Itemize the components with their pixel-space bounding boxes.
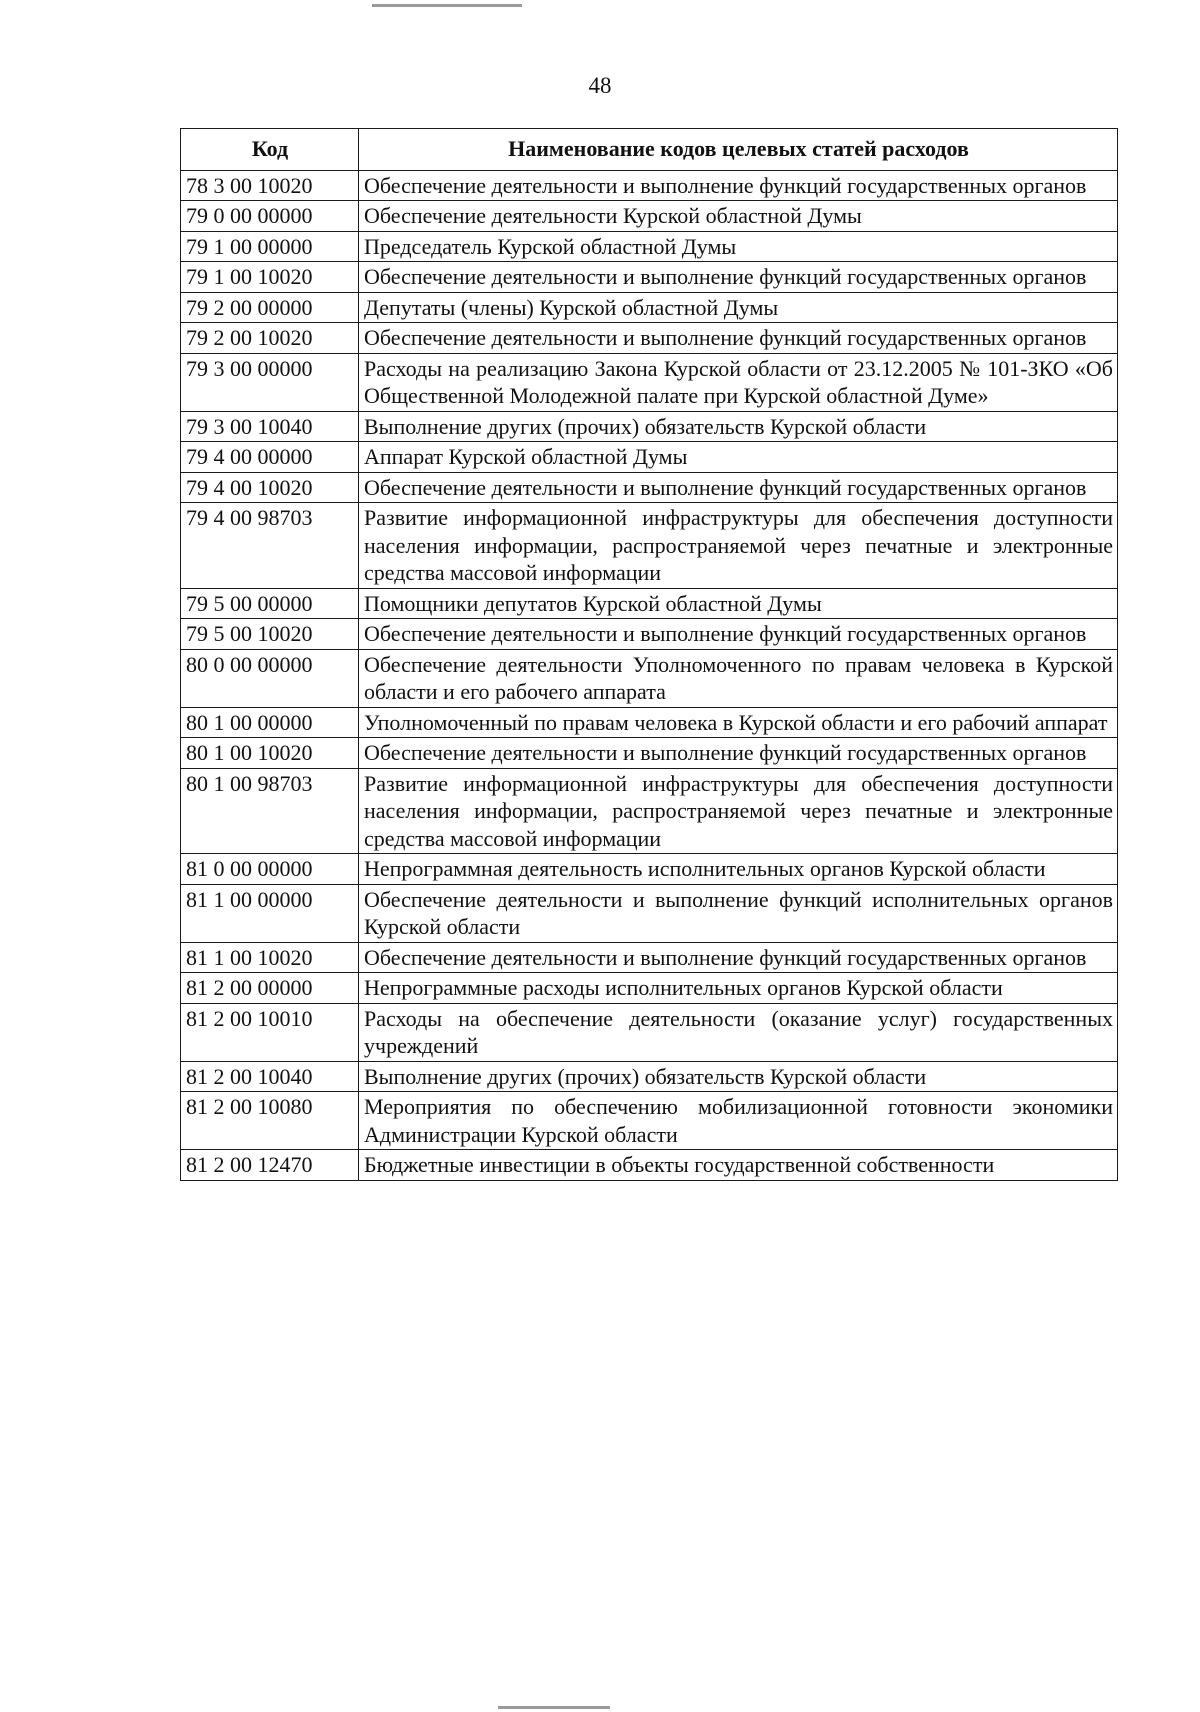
- expense-code-name: Развитие информационной инфраструктуры для обеспечения доступности населения информации, распространяемой через печатные и электронные средства массовой информации: [359, 768, 1118, 854]
- expense-code: 81 2 00 00000: [181, 973, 359, 1004]
- expense-code: 80 1 00 98703: [181, 768, 359, 854]
- expense-code: 79 1 00 10020: [181, 262, 359, 293]
- expense-code-name: Обеспечение деятельности и выполнение функций государственных органов: [359, 170, 1118, 201]
- expense-code: 79 2 00 10020: [181, 323, 359, 354]
- header-name: Наименование кодов целевых статей расходов: [359, 129, 1118, 171]
- expense-code: 79 3 00 10040: [181, 411, 359, 442]
- table-row: [181, 738, 1118, 769]
- table-row: [181, 942, 1118, 973]
- table-row: [181, 854, 1118, 885]
- expense-code-name: Обеспечение деятельности Курской областной Думы: [359, 201, 1118, 232]
- table-row: [181, 411, 1118, 442]
- page-number: 48: [588, 73, 612, 98]
- table-row: [181, 649, 1118, 707]
- table-row: [181, 1092, 1118, 1150]
- expense-code: 81 2 00 10010: [181, 1003, 359, 1061]
- expense-code: 79 2 00 00000: [181, 292, 359, 323]
- table-row: [181, 353, 1118, 411]
- table-row: [181, 201, 1118, 232]
- table-row: [181, 262, 1118, 293]
- expense-code: 78 3 00 10020: [181, 170, 359, 201]
- expense-code-name: Помощники депутатов Курской областной Думы: [359, 588, 1118, 619]
- expense-code-name: Аппарат Курской областной Думы: [359, 442, 1118, 473]
- table-row: [181, 1003, 1118, 1061]
- table-row: [181, 973, 1118, 1004]
- expense-code: 81 2 00 10080: [181, 1092, 359, 1150]
- table-row: [181, 292, 1118, 323]
- expense-code-name: Расходы на обеспечение деятельности (оказание услуг) государственных учреждений: [359, 1003, 1118, 1061]
- expense-code-name: Обеспечение деятельности и выполнение функций исполнительных органов Курской области: [359, 884, 1118, 942]
- expense-code-name: Обеспечение деятельности и выполнение функций государственных органов: [359, 323, 1118, 354]
- expense-code-name: Бюджетные инвестиции в объекты государственной собственности: [359, 1150, 1118, 1181]
- table-row: [181, 472, 1118, 503]
- expense-code-name: Обеспечение деятельности и выполнение функций государственных органов: [359, 738, 1118, 769]
- expense-code-name: Непрограммная деятельность исполнительных органов Курской области: [359, 854, 1118, 885]
- expense-code-name: Обеспечение деятельности и выполнение функций государственных органов: [359, 472, 1118, 503]
- expense-code: 80 1 00 00000: [181, 707, 359, 738]
- expense-code: 81 1 00 00000: [181, 884, 359, 942]
- scan-artifact-top: [372, 4, 522, 7]
- expense-code-name: Выполнение других (прочих) обязательств Курской области: [359, 411, 1118, 442]
- table-row: [181, 619, 1118, 650]
- expense-code: 81 2 00 10040: [181, 1061, 359, 1092]
- expense-code-name: Непрограммные расходы исполнительных органов Курской области: [359, 973, 1118, 1004]
- expense-code: 79 4 00 98703: [181, 503, 359, 589]
- expense-code-name: Председатель Курской областной Думы: [359, 231, 1118, 262]
- target-expense-codes-table: [180, 128, 1118, 1181]
- header-code: Код: [181, 129, 359, 171]
- expense-code: 79 4 00 10020: [181, 472, 359, 503]
- expense-code-name: Мероприятия по обеспечению мобилизационной готовности экономики Администрации Курской области: [359, 1092, 1118, 1150]
- expense-code: 81 2 00 12470: [181, 1150, 359, 1181]
- table-row: [181, 768, 1118, 854]
- table-row: [181, 231, 1118, 262]
- table-body: [181, 170, 1118, 1180]
- table-row: [181, 1061, 1118, 1092]
- expense-code: 79 5 00 10020: [181, 619, 359, 650]
- table-row: [181, 1150, 1118, 1181]
- table-row: [181, 884, 1118, 942]
- expense-code: 79 3 00 00000: [181, 353, 359, 411]
- expense-code-name: Обеспечение деятельности и выполнение функций государственных органов: [359, 619, 1118, 650]
- table-row: [181, 442, 1118, 473]
- expense-code: 79 1 00 00000: [181, 231, 359, 262]
- expense-code-name: Развитие информационной инфраструктуры для обеспечения доступности населения информации, распространяемой через печатные и электронные средства массовой информации: [359, 503, 1118, 589]
- table-row: [181, 503, 1118, 589]
- table-row: [181, 170, 1118, 201]
- table-row: [181, 588, 1118, 619]
- expense-code: 81 0 00 00000: [181, 854, 359, 885]
- expense-code: 79 0 00 00000: [181, 201, 359, 232]
- expense-code-name: Обеспечение деятельности и выполнение функций государственных органов: [359, 942, 1118, 973]
- expense-code: 80 0 00 00000: [181, 649, 359, 707]
- expense-code-name: Расходы на реализацию Закона Курской области от 23.12.2005 № 101-ЗКО «Об Общественной Молодежной палате при Курской областной Думе»: [359, 353, 1118, 411]
- expense-code-name: Обеспечение деятельности и выполнение функций государственных органов: [359, 262, 1118, 293]
- table-row: [181, 323, 1118, 354]
- expense-code-name: Обеспечение деятельности Уполномоченного по правам человека в Курской области и его рабочего аппарата: [359, 649, 1118, 707]
- expense-code: 79 4 00 00000: [181, 442, 359, 473]
- expense-code-name: Депутаты (члены) Курской областной Думы: [359, 292, 1118, 323]
- scan-artifact-bottom: [498, 1706, 610, 1709]
- expense-code: 79 5 00 00000: [181, 588, 359, 619]
- expense-code: 81 1 00 10020: [181, 942, 359, 973]
- table-row: [181, 707, 1118, 738]
- table-header-row: [181, 129, 1118, 171]
- expense-code-name: Выполнение других (прочих) обязательств Курской области: [359, 1061, 1118, 1092]
- expense-code: 80 1 00 10020: [181, 738, 359, 769]
- expense-code-name: Уполномоченный по правам человека в Курской области и его рабочий аппарат: [359, 707, 1118, 738]
